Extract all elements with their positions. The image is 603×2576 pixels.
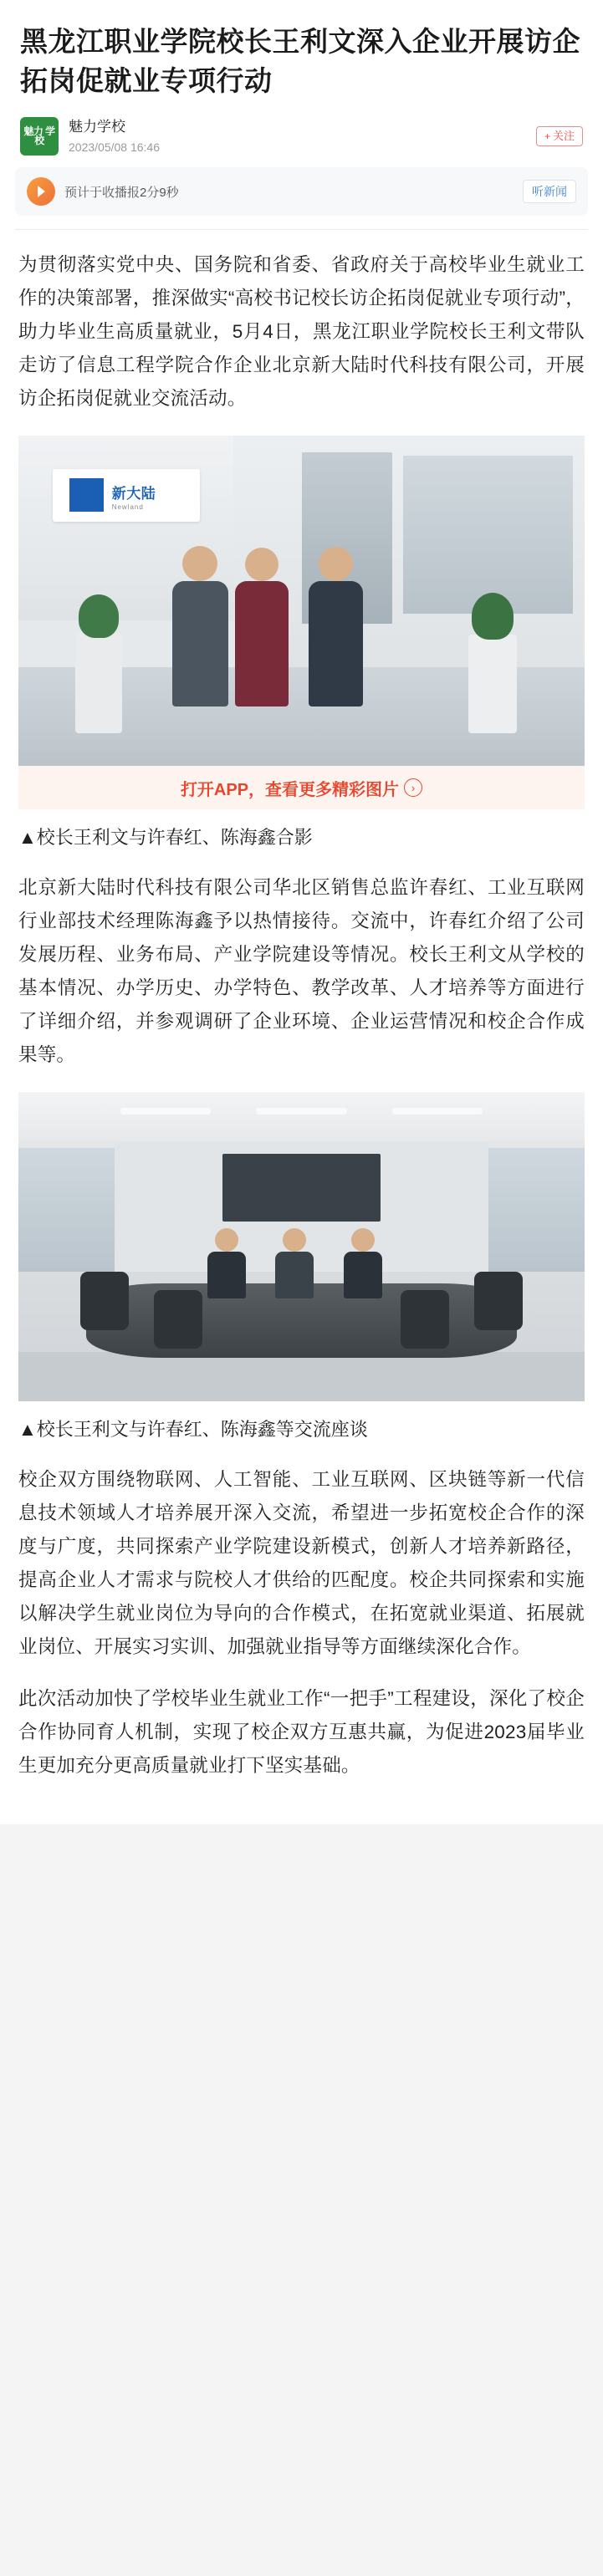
figure-meeting — [18, 1092, 585, 1445]
paragraph-2: 北京新大陆时代科技有限公司华北区销售总监许春红、工业互联网行业部技术经理陈海鑫予以热情接待。交流中，许春红介绍了公司发展历程、业务布局、产业学院建设等情况。校长王利文从学校的基本情况、办学历史、办学特色、教学改革、人才培养等方面进行了详细介绍，并参观调研了企业环境、企业运营情况和校企合作成果等。 — [18, 877, 585, 1065]
source-name[interactable]: 魅力学校 — [69, 118, 125, 135]
open-app-banner[interactable] — [18, 766, 585, 809]
source-row — [0, 112, 603, 167]
photo-seated-person-2 — [279, 1228, 310, 1298]
photo-ceiling — [18, 1092, 585, 1141]
article-body — [0, 248, 603, 1783]
page-title: 黑龙江职业学院校长王利文深入企业开展访企拓岗促就业专项行动 — [20, 26, 580, 96]
figure-caption-1: ▲校长王利文与许春红、陈海鑫合影 — [18, 827, 313, 848]
audio-player-bar[interactable] — [15, 167, 588, 216]
play-icon[interactable] — [27, 177, 55, 206]
photo-meeting[interactable] — [18, 1092, 585, 1401]
title-section — [0, 0, 603, 112]
photo-glass-panel — [403, 456, 573, 615]
follow-button-label: 关注 — [552, 130, 575, 142]
follow-button[interactable] — [536, 126, 583, 146]
avatar[interactable] — [20, 117, 59, 156]
photo-person-center — [245, 548, 279, 706]
photo-person-right — [319, 547, 353, 706]
plus-icon: + — [544, 130, 550, 142]
photo-ceiling-light-2 — [256, 1108, 346, 1115]
company-logo-icon — [69, 478, 104, 512]
photo-lobby[interactable] — [18, 436, 585, 766]
publish-timestamp: 2023/05/08 16:46 — [69, 140, 160, 154]
avatar-label: 魅力 学校 — [23, 125, 55, 146]
photo-chair-3 — [474, 1272, 523, 1330]
photo-display-screen — [222, 1154, 381, 1222]
photo-window-left — [18, 1148, 115, 1272]
divider — [15, 229, 588, 230]
photo-chair-1 — [80, 1272, 129, 1330]
photo-ceiling-light-3 — [392, 1108, 483, 1115]
photo-chair-2 — [154, 1290, 202, 1349]
paragraph-4: 此次活动加快了学校毕业生就业工作“一把手”工程建设，深化了校企合作协同育人机制，实现了校企双方互惠共赢，为促进2023届毕业生更加充分更高质量就业打下坚实基础。 — [18, 1688, 585, 1776]
audio-duration-text: 预计于收播报2分9秒 — [64, 185, 179, 200]
paragraph-1: 为贯彻落实党中央、国务院和省委、省政府关于高校毕业生就业工作的决策部署，推深做实“高校书记校长访企拓岗促就业专项行动”，助力毕业生高质量就业，5月4日，黑龙江职业学院校长王利文带队走访了信息工程学院合作企业北京新大陆时代科技有限公司，开展访企拓岗促就业交流活动。 — [18, 254, 585, 409]
photo-plant-left — [75, 633, 122, 733]
photo-seated-person-3 — [347, 1228, 379, 1298]
photo-ceiling-light-1 — [120, 1108, 211, 1115]
photo-person-left — [182, 546, 217, 706]
photo-chair-4 — [401, 1290, 449, 1349]
company-logo-text: 新大陆 — [111, 486, 156, 502]
source-meta — [69, 118, 536, 156]
bottom-spacer — [0, 1783, 603, 1791]
photo-seated-person-1 — [211, 1228, 243, 1298]
figure-caption-2: ▲校长王利文与许春红、陈海鑫等交流座谈 — [18, 1419, 368, 1440]
paragraph-3: 校企双方围绕物联网、人工智能、工业互联网、区块链等新一代信息技术领域人才培养展开深入交流，希望进一步拓宽校企合作的深度与广度，共同探索产业学院建设新模式，创新人才培养新路径，提高企业人才需求与院校人才供给的匹配度。校企共同探索和实施以解决学生就业岗位为导向的合作模式，在拓宽就业渠道、拓展就业岗位、开展实习实训、加强就业指导等方面继续深化合作。 — [18, 1469, 585, 1657]
chevron-right-icon: › — [404, 778, 422, 797]
photo-window-right — [488, 1148, 585, 1272]
open-app-banner-label: 打开APP，查看更多精彩图片 — [180, 780, 400, 799]
listen-news-button[interactable]: 听新闻 — [523, 180, 576, 203]
company-logo-subtext: Newland — [111, 502, 144, 511]
figure-lobby — [18, 436, 585, 853]
photo-plant-right — [468, 635, 517, 733]
photo-floor — [18, 1352, 585, 1401]
